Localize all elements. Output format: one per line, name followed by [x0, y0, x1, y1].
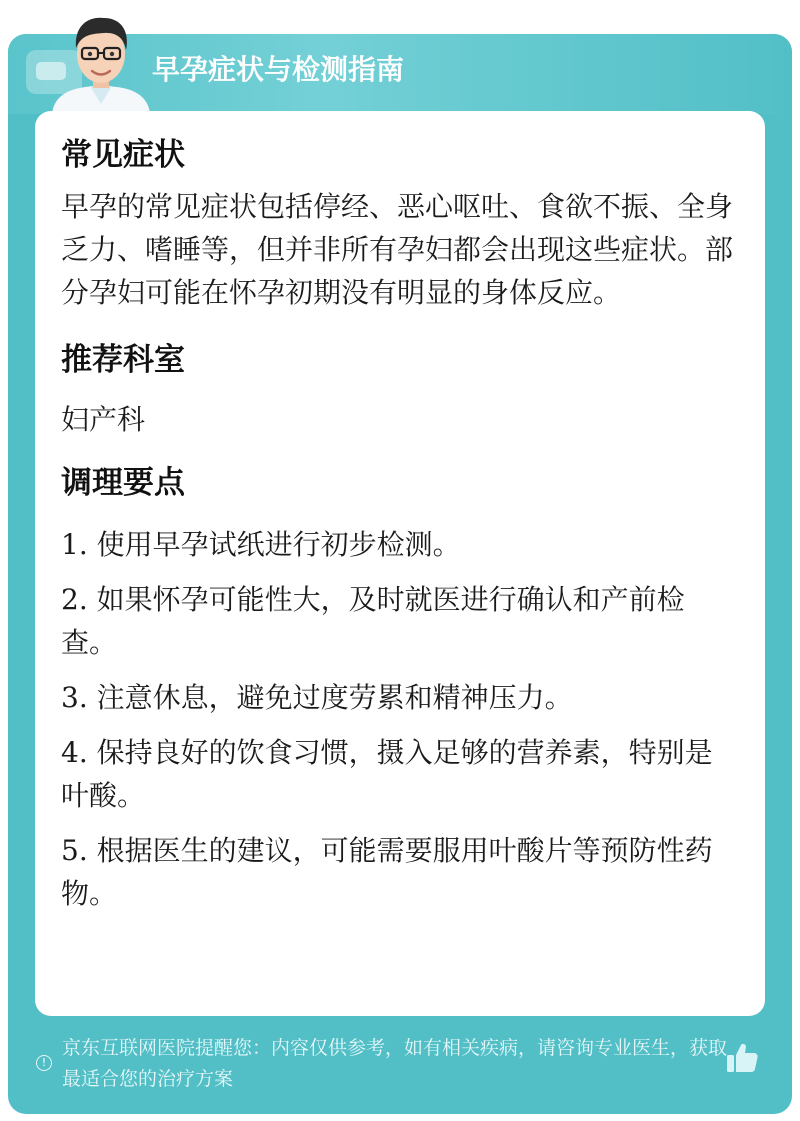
care-item: 3. 注意休息，避免过度劳累和精神压力。 [61, 681, 573, 714]
care-list [61, 523, 739, 915]
care-item: 1. 使用早孕试纸进行初步检测。 [61, 528, 461, 561]
footer-disclaimer [36, 1033, 736, 1095]
care-item: 5. 根据医生的建议，可能需要服用叶酸片等预防性药物。 [61, 834, 713, 910]
page-title: 早孕症状与检测指南 [152, 53, 405, 86]
thumbs-up-icon[interactable] [724, 1040, 760, 1076]
symptoms-heading: 常见症状 [61, 137, 185, 173]
symptoms-text: 早孕的常见症状包括停经、恶心呕吐、食欲不振、全身乏力、嗜睡等，但并非所有孕妇都会出现这些症状。部分孕妇可能在怀孕初期没有明显的身体反应。 [61, 190, 734, 309]
department-text: 妇产科 [61, 403, 146, 436]
care-item: 4. 保持良好的饮食习惯，摄入足够的营养素，特别是叶酸。 [61, 736, 713, 812]
department-heading: 推荐科室 [61, 342, 185, 378]
care-item: 2. 如果怀孕可能性大，及时就医进行确认和产前检查。 [61, 583, 685, 659]
disclaimer-text: 京东互联网医院提醒您：内容仅供参考，如有相关疾病，请咨询专业医生，获取最适合您的治疗方案 [62, 1037, 728, 1090]
care-heading: 调理要点 [61, 465, 185, 501]
info-icon: ! [36, 1055, 52, 1071]
doctor-avatar [46, 8, 156, 114]
content-card [35, 111, 765, 1016]
